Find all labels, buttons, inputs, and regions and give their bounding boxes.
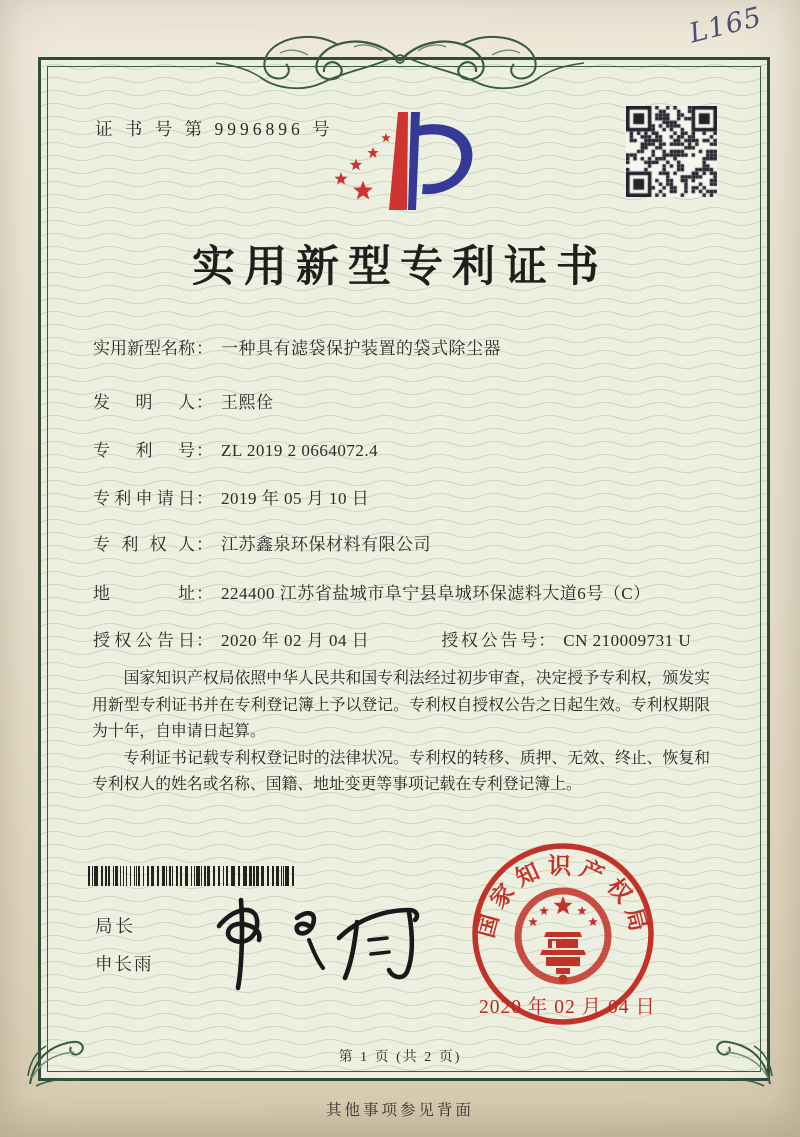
field-row-invention-name: [93, 334, 501, 359]
field-row-patentee: [93, 530, 431, 555]
grant-date-field: [93, 626, 369, 651]
certificate-number: 证 书 号 第 9996896 号: [95, 119, 334, 139]
page-indicator: 第 1 页 (共 2 页): [338, 1050, 462, 1065]
field-label: 专利申请日: [93, 489, 195, 508]
field-row-address: [93, 579, 651, 604]
national-emblem: [518, 891, 608, 984]
field-label: 授权公告号: [441, 631, 538, 650]
field-label: 发明人: [93, 393, 195, 412]
logo-red-wedge: [389, 112, 408, 210]
field-value: 2019 年 05 月 10 日: [221, 489, 370, 508]
handwritten-note: L165: [685, 1, 765, 50]
field-row-patent-number: [93, 436, 378, 461]
director-name: 申长雨: [95, 954, 154, 974]
colon: ：: [196, 393, 213, 412]
field-row-filing-date: [93, 484, 369, 509]
colon: ：: [196, 339, 213, 358]
colon: ：: [196, 535, 213, 554]
logo-stars: [334, 133, 391, 200]
colon: ：: [538, 631, 556, 650]
cnipa-logo: [328, 106, 480, 218]
certificate-title: 实用新型专利证书: [192, 244, 608, 291]
field-value: 2020 年 02 月 04 日: [221, 631, 370, 650]
legal-paragraph-2: 专利证书记载专利权登记时的法律状况。专利权的转移、质押、无效、终止、恢复和专利权人的姓名或名称、国籍、地址变更等事项记载在专利登记簿上。: [92, 749, 710, 794]
field-value: 王熙佺: [221, 393, 274, 412]
field-label: 授权公告日: [93, 631, 195, 650]
field-label: 地址: [93, 584, 195, 603]
field-value: 一种具有滤袋保护装置的袋式除尘器: [221, 339, 501, 358]
legal-text: [92, 666, 710, 799]
director-signature: [205, 880, 425, 998]
seal-date: 2020 年 02 月 04 日: [479, 997, 656, 1018]
field-value: 江苏鑫泉环保材料有限公司: [221, 535, 431, 554]
back-note: 其他事项参见背面: [325, 1102, 474, 1119]
colon: ：: [196, 631, 213, 650]
field-label: 实用新型名称: [93, 339, 195, 358]
field-value: 224400 江苏省盐城市阜宁县阜城环保滤料大道6号（C）: [221, 584, 651, 603]
colon: ：: [196, 584, 213, 603]
logo-blue-p: [408, 112, 472, 210]
top-ornament: [210, 25, 590, 97]
field-row-grant: [93, 626, 691, 651]
grant-number-field: [441, 626, 691, 651]
colon: ：: [196, 489, 213, 508]
field-label: 专利号: [93, 441, 195, 460]
legal-paragraph-1: 国家知识产权局依照中华人民共和国专利法经过初步审查，决定授予专利权，颁发实用新型专利证书并在专利登记簿上予以登记。专利权自授权公告之日起生效。专利权期限为十年，自申请日起算。: [92, 670, 710, 741]
seal-agency-text: 国家知识产权局: [473, 853, 653, 941]
field-value: ZL 2019 2 0664072.4: [221, 441, 379, 460]
field-label: 专利权人: [93, 535, 195, 554]
colon: ：: [196, 441, 213, 460]
field-value: CN 210009731 U: [563, 631, 692, 650]
field-row-inventor: [93, 388, 274, 413]
qr-code: [626, 106, 717, 197]
director-title: 局长: [95, 916, 136, 936]
